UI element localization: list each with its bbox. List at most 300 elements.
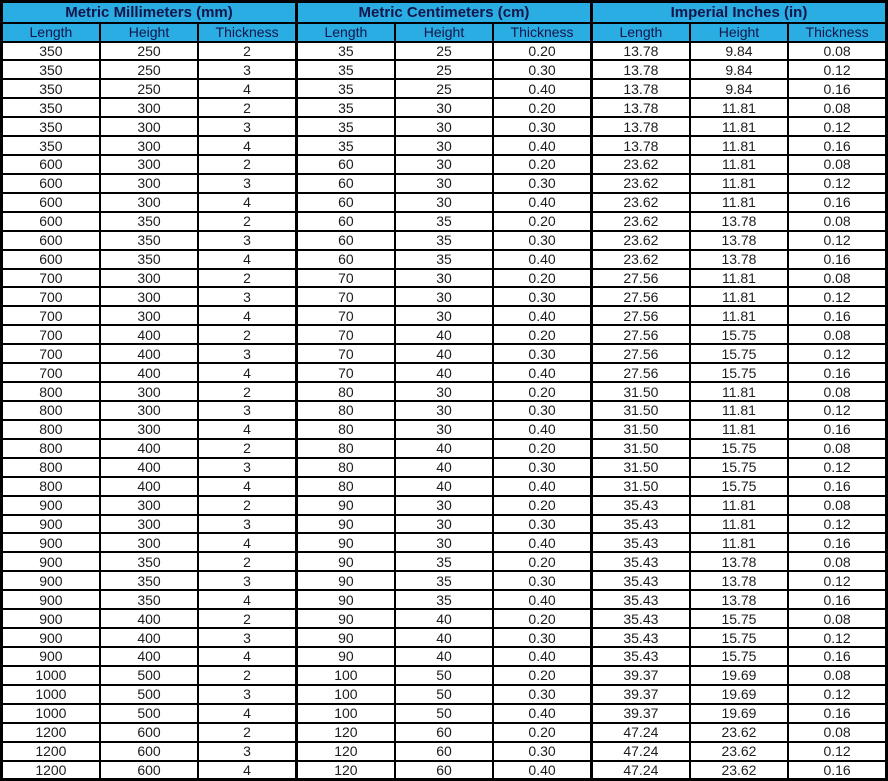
- table-header: [2, 2, 887, 42]
- cell: 800: [2, 439, 100, 458]
- cell: 0.30: [493, 571, 591, 590]
- cell: 800: [2, 458, 100, 477]
- table-row: [2, 382, 887, 401]
- cell: 100: [296, 666, 394, 685]
- cell: 400: [100, 363, 198, 382]
- cell: 27.56: [591, 306, 689, 325]
- cell: 1000: [2, 666, 100, 685]
- cell: 80: [296, 382, 394, 401]
- table-row: [2, 666, 887, 685]
- col-header-cm-height: Height: [395, 23, 493, 42]
- cell: 13.78: [690, 250, 788, 269]
- cell: 800: [2, 420, 100, 439]
- cell: 350: [100, 212, 198, 231]
- table-row: [2, 458, 887, 477]
- col-header-cm-length: Length: [296, 23, 394, 42]
- cell: 60: [296, 250, 394, 269]
- cell: 9.84: [690, 79, 788, 98]
- cell: 35.43: [591, 515, 689, 534]
- cell: 25: [395, 79, 493, 98]
- cell: 39.37: [591, 704, 689, 723]
- cell: 0.20: [493, 723, 591, 742]
- cell: 600: [100, 742, 198, 761]
- cell: 13.78: [591, 79, 689, 98]
- cell: 0.20: [493, 666, 591, 685]
- cell: 4: [198, 250, 296, 269]
- cell: 900: [2, 609, 100, 628]
- cell: 500: [100, 666, 198, 685]
- cell: 30: [395, 155, 493, 174]
- cell: 19.69: [690, 704, 788, 723]
- cell: 23.62: [690, 742, 788, 761]
- cell: 350: [2, 136, 100, 155]
- cell: 0.30: [493, 458, 591, 477]
- cell: 11.81: [690, 287, 788, 306]
- cell: 30: [395, 287, 493, 306]
- cell: 0.08: [788, 723, 886, 742]
- cell: 0.40: [493, 533, 591, 552]
- cell: 80: [296, 401, 394, 420]
- cell: 0.08: [788, 212, 886, 231]
- cell: 700: [2, 306, 100, 325]
- cell: 50: [395, 685, 493, 704]
- cell: 0.30: [493, 628, 591, 647]
- cell: 0.12: [788, 60, 886, 79]
- cell: 400: [100, 647, 198, 666]
- table-row: [2, 439, 887, 458]
- cell: 2: [198, 609, 296, 628]
- cell: 15.75: [690, 344, 788, 363]
- cell: 900: [2, 552, 100, 571]
- table-row: [2, 193, 887, 212]
- cell: 1200: [2, 723, 100, 742]
- cell: 0.16: [788, 363, 886, 382]
- cell: 35.43: [591, 571, 689, 590]
- cell: 35: [296, 42, 394, 61]
- cell: 0.20: [493, 269, 591, 288]
- cell: 90: [296, 628, 394, 647]
- cell: 900: [2, 515, 100, 534]
- cell: 13.78: [690, 212, 788, 231]
- cell: 300: [100, 401, 198, 420]
- cell: 27.56: [591, 269, 689, 288]
- cell: 11.81: [690, 533, 788, 552]
- cell: 11.81: [690, 117, 788, 136]
- cell: 0.08: [788, 609, 886, 628]
- cell: 350: [100, 571, 198, 590]
- cell: 90: [296, 571, 394, 590]
- cell: 90: [296, 609, 394, 628]
- cell: 350: [2, 79, 100, 98]
- cell: 800: [2, 401, 100, 420]
- column-header-row: [2, 23, 887, 42]
- cell: 80: [296, 477, 394, 496]
- cell: 300: [100, 117, 198, 136]
- cell: 13.78: [591, 42, 689, 61]
- cell: 700: [2, 325, 100, 344]
- table-row: [2, 552, 887, 571]
- cell: 40: [395, 439, 493, 458]
- cell: 400: [100, 344, 198, 363]
- cell: 13.78: [591, 117, 689, 136]
- cell: 90: [296, 496, 394, 515]
- cell: 0.16: [788, 590, 886, 609]
- cell: 35.43: [591, 590, 689, 609]
- cell: 0.40: [493, 250, 591, 269]
- cell: 0.16: [788, 136, 886, 155]
- cell: 2: [198, 155, 296, 174]
- cell: 13.78: [690, 231, 788, 250]
- cell: 0.20: [493, 496, 591, 515]
- cell: 35: [296, 79, 394, 98]
- cell: 70: [296, 363, 394, 382]
- table-row: [2, 477, 887, 496]
- cell: 90: [296, 647, 394, 666]
- cell: 700: [2, 269, 100, 288]
- cell: 0.40: [493, 363, 591, 382]
- cell: 25: [395, 60, 493, 79]
- cell: 90: [296, 590, 394, 609]
- cell: 0.16: [788, 647, 886, 666]
- cell: 600: [2, 212, 100, 231]
- cell: 0.16: [788, 306, 886, 325]
- table-row: [2, 628, 887, 647]
- cell: 50: [395, 666, 493, 685]
- cell: 40: [395, 647, 493, 666]
- cell: 60: [296, 231, 394, 250]
- table-row: [2, 60, 887, 79]
- cell: 0.20: [493, 325, 591, 344]
- table-row: [2, 704, 887, 723]
- cell: 0.30: [493, 231, 591, 250]
- cell: 350: [100, 250, 198, 269]
- cell: 900: [2, 496, 100, 515]
- cell: 0.16: [788, 704, 886, 723]
- cell: 15.75: [690, 458, 788, 477]
- cell: 900: [2, 647, 100, 666]
- cell: 13.78: [591, 98, 689, 117]
- cell: 15.75: [690, 628, 788, 647]
- cell: 19.69: [690, 666, 788, 685]
- cell: 9.84: [690, 60, 788, 79]
- cell: 350: [2, 117, 100, 136]
- table-row: [2, 287, 887, 306]
- cell: 2: [198, 42, 296, 61]
- cell: 700: [2, 363, 100, 382]
- cell: 35: [395, 590, 493, 609]
- cell: 11.81: [690, 515, 788, 534]
- cell: 35.43: [591, 628, 689, 647]
- table-row: [2, 723, 887, 742]
- cell: 27.56: [591, 325, 689, 344]
- col-header-mm-length: Length: [2, 23, 100, 42]
- cell: 50: [395, 704, 493, 723]
- cell: 0.30: [493, 344, 591, 363]
- cell: 35: [395, 212, 493, 231]
- cell: 300: [100, 269, 198, 288]
- cell: 23.62: [591, 212, 689, 231]
- group-header-imperial-in: Imperial Inches (in): [591, 2, 886, 23]
- cell: 3: [198, 515, 296, 534]
- cell: 60: [395, 742, 493, 761]
- cell: 350: [100, 590, 198, 609]
- cell: 25: [395, 42, 493, 61]
- cell: 35: [296, 117, 394, 136]
- cell: 300: [100, 98, 198, 117]
- cell: 35: [296, 98, 394, 117]
- cell: 80: [296, 420, 394, 439]
- cell: 30: [395, 496, 493, 515]
- cell: 30: [395, 136, 493, 155]
- cell: 11.81: [690, 136, 788, 155]
- cell: 0.30: [493, 742, 591, 761]
- col-header-in-height: Height: [690, 23, 788, 42]
- cell: 11.81: [690, 269, 788, 288]
- cell: 35: [296, 136, 394, 155]
- cell: 23.62: [690, 761, 788, 780]
- cell: 300: [100, 155, 198, 174]
- table-body: [2, 42, 887, 780]
- cell: 35: [395, 571, 493, 590]
- cell: 0.40: [493, 306, 591, 325]
- cell: 9.84: [690, 42, 788, 61]
- cell: 0.12: [788, 685, 886, 704]
- table-row: [2, 742, 887, 761]
- cell: 3: [198, 344, 296, 363]
- cell: 30: [395, 193, 493, 212]
- cell: 600: [2, 250, 100, 269]
- cell: 30: [395, 515, 493, 534]
- cell: 0.30: [493, 60, 591, 79]
- cell: 15.75: [690, 477, 788, 496]
- cell: 11.81: [690, 496, 788, 515]
- cell: 0.16: [788, 761, 886, 780]
- cell: 0.40: [493, 761, 591, 780]
- cell: 600: [2, 174, 100, 193]
- cell: 11.81: [690, 401, 788, 420]
- cell: 40: [395, 628, 493, 647]
- cell: 70: [296, 269, 394, 288]
- table-row: [2, 79, 887, 98]
- cell: 30: [395, 420, 493, 439]
- cell: 27.56: [591, 344, 689, 363]
- table-row: [2, 269, 887, 288]
- table-row: [2, 420, 887, 439]
- cell: 120: [296, 723, 394, 742]
- cell: 30: [395, 98, 493, 117]
- cell: 350: [2, 60, 100, 79]
- cell: 40: [395, 344, 493, 363]
- cell: 15.75: [690, 325, 788, 344]
- cell: 4: [198, 193, 296, 212]
- cell: 60: [296, 193, 394, 212]
- cell: 0.08: [788, 496, 886, 515]
- cell: 3: [198, 401, 296, 420]
- cell: 3: [198, 628, 296, 647]
- cell: 23.62: [591, 231, 689, 250]
- cell: 90: [296, 552, 394, 571]
- cell: 4: [198, 533, 296, 552]
- cell: 13.78: [591, 136, 689, 155]
- cell: 0.20: [493, 382, 591, 401]
- cell: 4: [198, 477, 296, 496]
- cell: 11.81: [690, 174, 788, 193]
- cell: 35.43: [591, 496, 689, 515]
- cell: 0.40: [493, 477, 591, 496]
- cell: 15.75: [690, 363, 788, 382]
- cell: 0.40: [493, 420, 591, 439]
- cell: 4: [198, 647, 296, 666]
- cell: 47.24: [591, 723, 689, 742]
- cell: 0.40: [493, 647, 591, 666]
- cell: 19.69: [690, 685, 788, 704]
- table-row: [2, 212, 887, 231]
- table-row: [2, 42, 887, 61]
- cell: 30: [395, 533, 493, 552]
- cell: 11.81: [690, 155, 788, 174]
- cell: 35.43: [591, 533, 689, 552]
- cell: 40: [395, 363, 493, 382]
- cell: 2: [198, 439, 296, 458]
- table-row: [2, 325, 887, 344]
- cell: 40: [395, 477, 493, 496]
- table-row: [2, 761, 887, 780]
- cell: 2: [198, 552, 296, 571]
- cell: 27.56: [591, 363, 689, 382]
- cell: 3: [198, 231, 296, 250]
- cell: 250: [100, 79, 198, 98]
- cell: 350: [2, 42, 100, 61]
- cell: 0.20: [493, 42, 591, 61]
- cell: 1000: [2, 685, 100, 704]
- cell: 0.40: [493, 136, 591, 155]
- cell: 0.12: [788, 628, 886, 647]
- cell: 23.62: [591, 174, 689, 193]
- cell: 35: [296, 60, 394, 79]
- cell: 0.12: [788, 117, 886, 136]
- cell: 100: [296, 685, 394, 704]
- cell: 35.43: [591, 609, 689, 628]
- cell: 350: [100, 231, 198, 250]
- cell: 40: [395, 458, 493, 477]
- cell: 31.50: [591, 439, 689, 458]
- cell: 900: [2, 533, 100, 552]
- cell: 400: [100, 458, 198, 477]
- cell: 31.50: [591, 420, 689, 439]
- cell: 4: [198, 136, 296, 155]
- table-row: [2, 515, 887, 534]
- cell: 39.37: [591, 685, 689, 704]
- cell: 80: [296, 439, 394, 458]
- cell: 11.81: [690, 382, 788, 401]
- cell: 39.37: [591, 666, 689, 685]
- cell: 300: [100, 174, 198, 193]
- cell: 700: [2, 287, 100, 306]
- cell: 0.08: [788, 552, 886, 571]
- cell: 60: [296, 212, 394, 231]
- cell: 400: [100, 628, 198, 647]
- col-header-mm-thickness: Thickness: [198, 23, 296, 42]
- cell: 0.30: [493, 401, 591, 420]
- cell: 600: [2, 231, 100, 250]
- cell: 500: [100, 685, 198, 704]
- cell: 400: [100, 325, 198, 344]
- cell: 0.20: [493, 609, 591, 628]
- cell: 0.20: [493, 212, 591, 231]
- cell: 30: [395, 269, 493, 288]
- col-header-in-thickness: Thickness: [788, 23, 886, 42]
- cell: 0.12: [788, 344, 886, 363]
- table-row: [2, 250, 887, 269]
- cell: 4: [198, 704, 296, 723]
- table-row: [2, 363, 887, 382]
- cell: 4: [198, 306, 296, 325]
- cell: 0.20: [493, 439, 591, 458]
- cell: 13.78: [690, 590, 788, 609]
- cell: 3: [198, 60, 296, 79]
- cell: 0.12: [788, 174, 886, 193]
- cell: 0.40: [493, 590, 591, 609]
- cell: 0.20: [493, 155, 591, 174]
- cell: 60: [395, 723, 493, 742]
- cell: 900: [2, 590, 100, 609]
- cell: 13.78: [591, 60, 689, 79]
- cell: 0.08: [788, 155, 886, 174]
- table-row: [2, 231, 887, 250]
- cell: 70: [296, 344, 394, 363]
- cell: 3: [198, 571, 296, 590]
- cell: 0.08: [788, 42, 886, 61]
- cell: 23.62: [591, 250, 689, 269]
- cell: 70: [296, 306, 394, 325]
- cell: 11.81: [690, 420, 788, 439]
- cell: 40: [395, 325, 493, 344]
- cell: 0.16: [788, 250, 886, 269]
- col-header-cm-thickness: Thickness: [493, 23, 591, 42]
- cell: 3: [198, 117, 296, 136]
- table-row: [2, 685, 887, 704]
- cell: 350: [100, 552, 198, 571]
- table-row: [2, 174, 887, 193]
- cell: 400: [100, 439, 198, 458]
- table-row: [2, 647, 887, 666]
- cell: 40: [395, 609, 493, 628]
- cell: 800: [2, 477, 100, 496]
- cell: 0.30: [493, 287, 591, 306]
- cell: 250: [100, 60, 198, 79]
- cell: 70: [296, 287, 394, 306]
- cell: 0.12: [788, 742, 886, 761]
- cell: 0.16: [788, 79, 886, 98]
- cell: 30: [395, 306, 493, 325]
- cell: 300: [100, 515, 198, 534]
- col-header-in-length: Length: [591, 23, 689, 42]
- cell: 0.08: [788, 269, 886, 288]
- cell: 300: [100, 287, 198, 306]
- cell: 3: [198, 742, 296, 761]
- table-row: [2, 609, 887, 628]
- cell: 600: [100, 723, 198, 742]
- cell: 15.75: [690, 439, 788, 458]
- cell: 2: [198, 723, 296, 742]
- cell: 2: [198, 212, 296, 231]
- cell: 0.08: [788, 98, 886, 117]
- cell: 600: [100, 761, 198, 780]
- cell: 31.50: [591, 477, 689, 496]
- cell: 13.78: [690, 571, 788, 590]
- cell: 300: [100, 193, 198, 212]
- cell: 0.08: [788, 382, 886, 401]
